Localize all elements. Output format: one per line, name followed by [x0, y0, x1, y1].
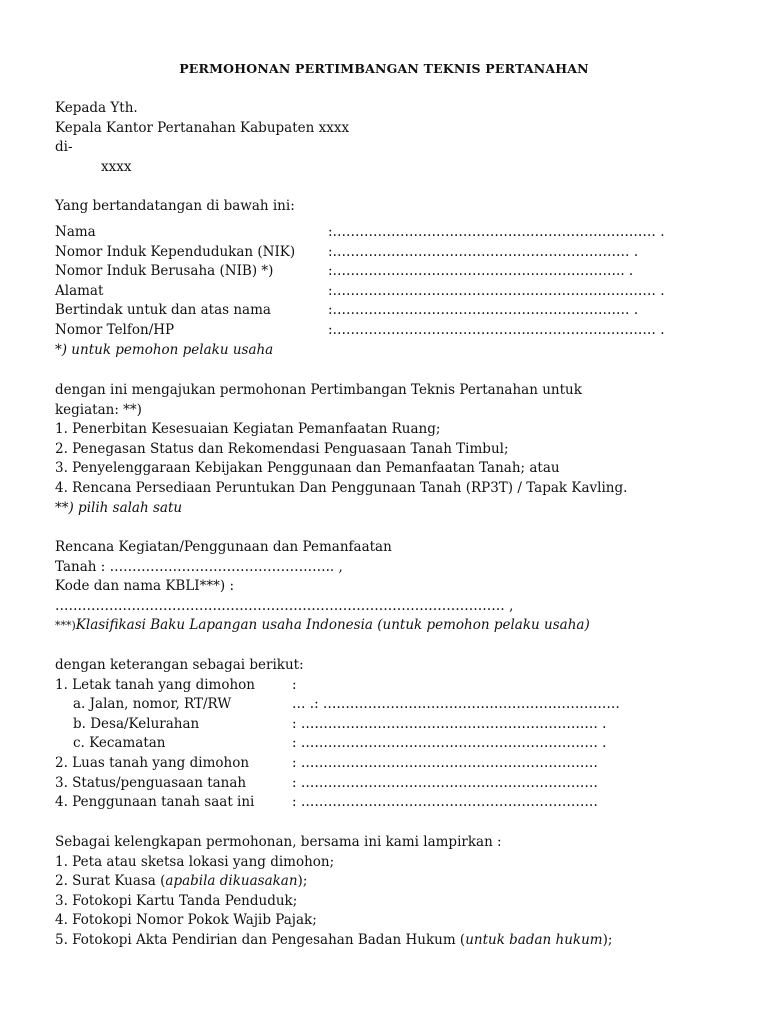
field-label: Nomor Induk Kependudukan (NIK) — [55, 243, 296, 260]
attachment-item: 4. Fotokopi Nomor Pokok Wajib Pajak; — [55, 912, 317, 929]
attachments-intro: Sebagai kelengkapan permohonan, bersama ini kami lampirkan : — [55, 834, 502, 850]
address-line: Kepala Kantor Pertanahan Kabupaten xxxx — [55, 119, 350, 136]
form-row — [55, 321, 665, 341]
detail-label: b. Desa/Kelurahan — [73, 715, 200, 732]
signer-fields — [55, 223, 665, 360]
address-line: xxxx — [101, 158, 132, 175]
attachment-text: ); — [297, 873, 308, 890]
detail-label: c. Kecamatan — [73, 735, 166, 752]
request-note: **) pilih salah satu — [55, 499, 183, 516]
detail-dots: : ………………………………………………………… . — [292, 735, 607, 752]
field-label: Nomor Telfon/HP — [55, 321, 175, 338]
detail-label: a. Jalan, nomor, RT/RW — [73, 696, 232, 713]
detail-dots: : ………………………………………………………… — [292, 794, 598, 811]
request-item: 1. Penerbitan Kesesuaian Kegiatan Pemanfaatan Ruang; — [55, 421, 441, 438]
attachment-item: 1. Peta atau sketsa lokasi yang dimohon; — [55, 853, 335, 870]
detail-dots: : ………………………………………………………… — [292, 754, 598, 771]
field-dots: :……………………….…………….…………….………… . — [328, 321, 665, 338]
plan-text: Tanah : ………………………………………….. , — [55, 558, 343, 575]
form-row — [55, 223, 665, 243]
form-row — [55, 282, 665, 302]
attachment-item — [55, 931, 612, 951]
details-block — [55, 656, 620, 813]
form-row — [55, 243, 665, 263]
attachments-block — [55, 833, 612, 951]
attachment-text: 2. Surat Kuasa ( — [55, 873, 166, 890]
document-title: PERMOHONAN PERTIMBANGAN TEKNIS PERTANAHAN — [179, 61, 589, 76]
detail-row — [55, 676, 620, 696]
attachment-text: 5. Fotokopi Akta Pendirian dan Pengesahan Badan Hukum ( — [55, 931, 466, 948]
request-text: kegiatan: **) — [55, 401, 142, 418]
detail-row — [55, 734, 620, 754]
address-line: Kepada Yth. — [55, 100, 138, 116]
attachment-italic: apabila dikuasakan — [165, 873, 298, 890]
field-dots: :………………………………………………………… . — [328, 302, 639, 319]
field-dots: :……………………….…………….…………….………… . — [328, 282, 665, 299]
request-block — [55, 381, 627, 518]
detail-dots: : ………………………………………………………… . — [292, 715, 607, 732]
plan-note-text: Klasifikasi Baku Lapangan usaha Indonesia (untuk pemohon pelaku usaha) — [75, 617, 590, 634]
attachment-text: ); — [602, 931, 613, 948]
detail-label: 3. Status/penguasaan tanah — [55, 774, 247, 791]
plan-note — [55, 616, 590, 636]
detail-dots: … .: ………………………………………………………… — [292, 696, 620, 713]
form-row — [55, 262, 665, 282]
plan-text: Rencana Kegiatan/Penggunaan dan Pemanfaatan — [55, 539, 392, 555]
request-text: dengan ini mengajukan permohonan Pertimbangan Teknis Pertanahan untuk — [55, 382, 582, 398]
detail-label: 1. Letak tanah yang dimohon — [55, 676, 255, 693]
detail-row — [55, 695, 620, 715]
signer-intro — [55, 197, 295, 217]
attachment-item — [55, 872, 612, 892]
detail-label: 2. Luas tanah yang dimohon — [55, 754, 250, 771]
plan-note-prefix: ***) — [55, 619, 76, 633]
detail-label: 4. Penggunaan tanah saat ini — [55, 794, 255, 811]
detail-row — [55, 754, 620, 774]
field-label: Bertindak untuk dan atas nama — [55, 302, 271, 319]
form-row — [55, 301, 665, 321]
request-item: 2. Penegasan Status dan Rekomendasi Penguasaan Tanah Timbul; — [55, 440, 509, 457]
signer-intro-text: Yang bertandatangan di bawah ini: — [55, 198, 295, 214]
field-dots: :………………………………………………………… . — [328, 243, 639, 260]
signer-note: *) untuk pemohon pelaku usaha — [55, 341, 274, 358]
address-block — [55, 99, 349, 177]
plan-text: Kode dan nama KBLI***) : — [55, 578, 234, 595]
details-intro: dengan keterangan sebagai berikut: — [55, 657, 304, 673]
field-label: Nomor Induk Berusaha (NIB) *) — [55, 263, 274, 280]
request-item: 4. Rencana Persediaan Peruntukan Dan Penggunaan Tanah (RP3T) / Tapak Kavling. — [55, 479, 628, 496]
request-item: 3. Penyelenggaraan Kebijakan Penggunaan dan Pemanfaatan Tanah; atau — [55, 460, 560, 477]
plan-block — [55, 538, 590, 636]
detail-row — [55, 793, 620, 813]
detail-row — [55, 774, 620, 794]
detail-dots: : ………………………………………………………… — [292, 774, 598, 791]
field-dots: :……………………………………………………….. . — [328, 263, 634, 280]
address-line: di- — [55, 139, 73, 156]
field-dots: :……………………….…………….…………….………… . — [328, 224, 665, 240]
field-label: Nama — [55, 224, 96, 240]
plan-text: ……………………………….……………………………………………………… , — [55, 597, 514, 614]
detail-row — [55, 715, 620, 735]
attachment-item: 3. Fotokopi Kartu Tanda Penduduk; — [55, 892, 298, 909]
attachment-italic: untuk badan hukum — [465, 931, 603, 948]
detail-dots: : — [292, 676, 297, 693]
field-label: Alamat — [55, 282, 104, 299]
